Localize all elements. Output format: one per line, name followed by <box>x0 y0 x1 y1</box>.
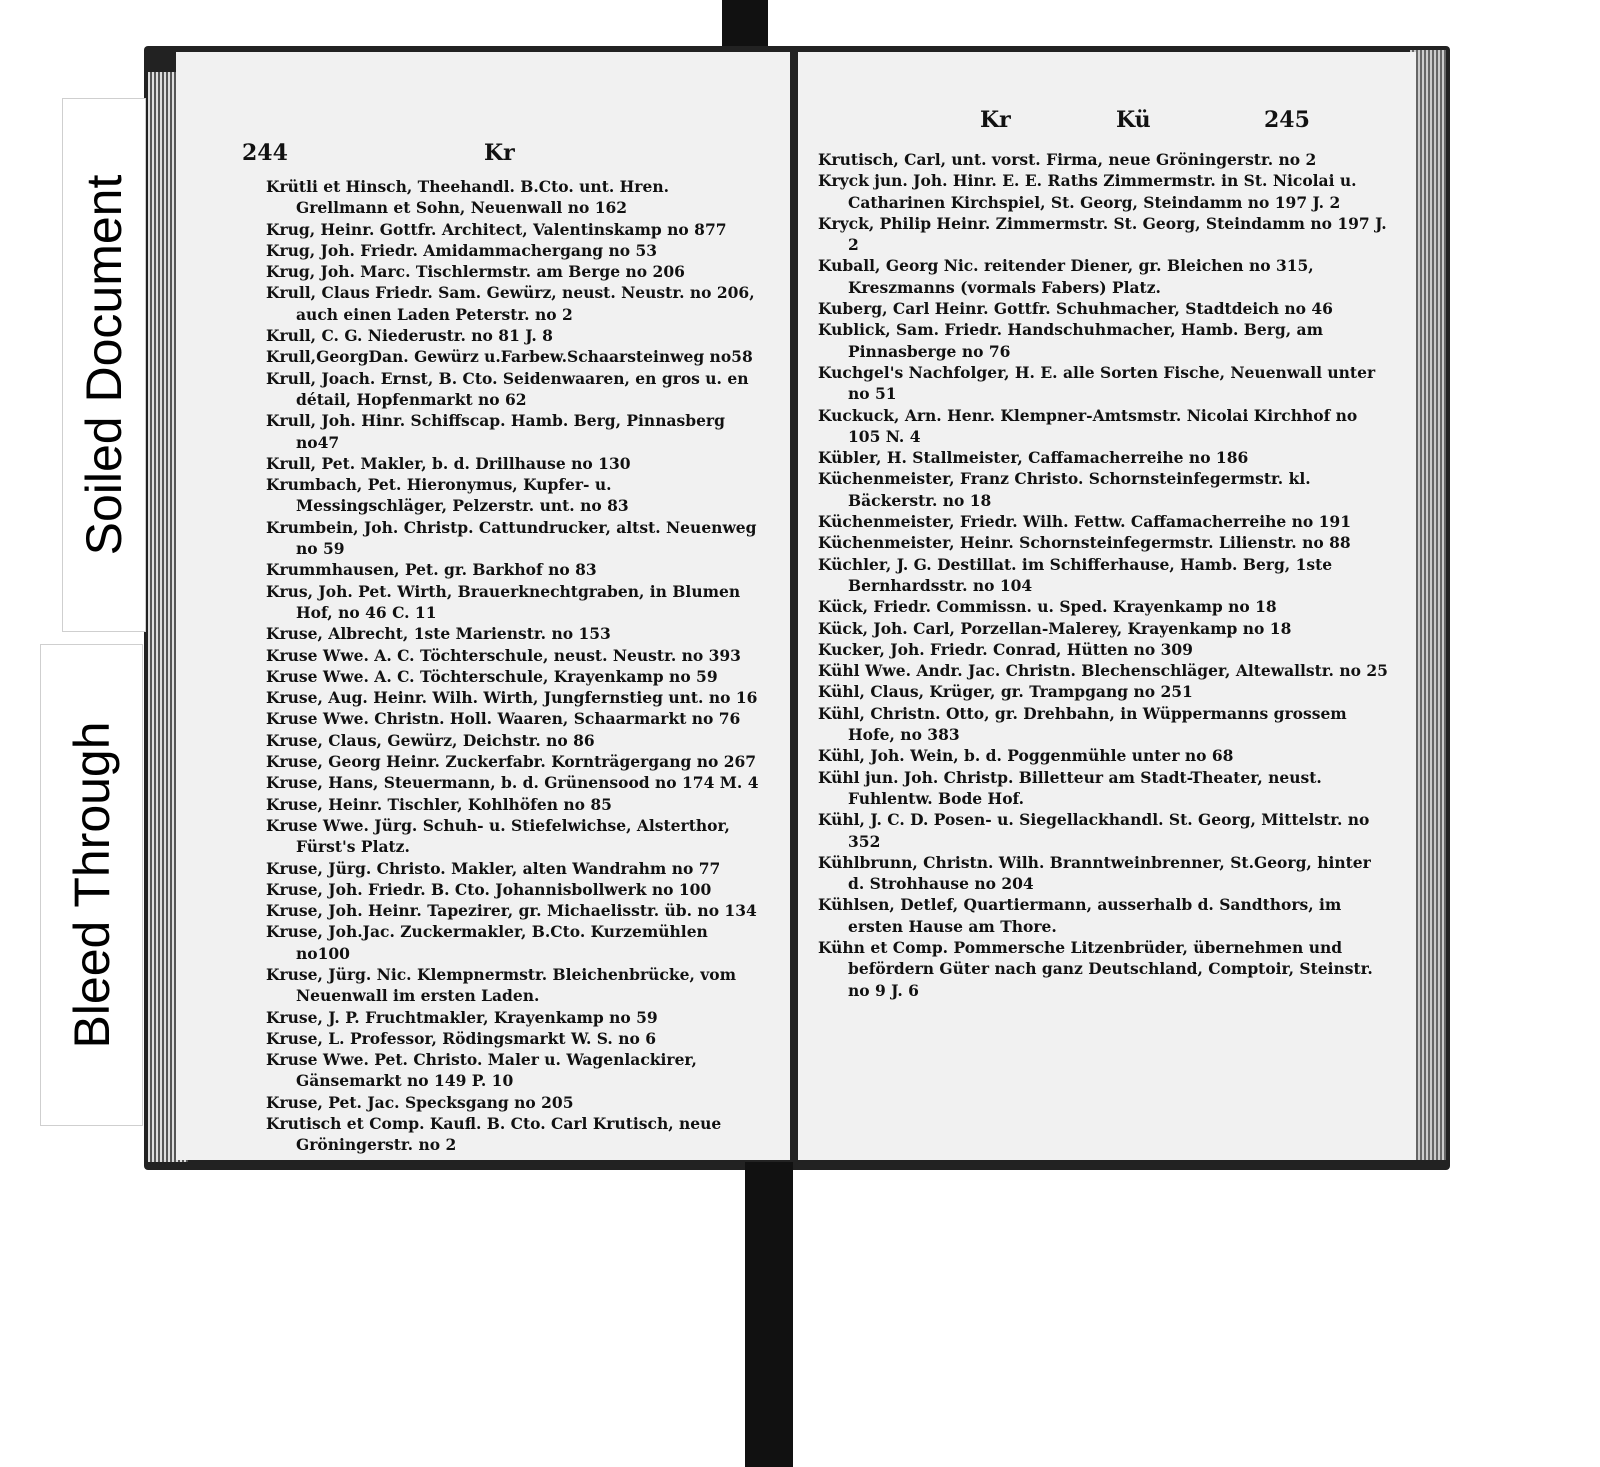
directory-entry: Kryck jun. Joh. Hinr. E. E. Raths Zimmermstr. in St. Nicolai u. Catharinen Kirchspiel, St. Georg, Steindamm no 197 J. 2 <box>818 171 1357 212</box>
directory-entry: Kühl, Christn. Otto, gr. Drehbahn, in Wüppermanns grossem Hofe, no 383 <box>818 703 1347 745</box>
soiled-document-label-text: Soiled Document <box>76 174 132 556</box>
directory-entry: Küchenmeister, Franz Christo. Schornsteinfegermstr. kl. Bäckerstr. no 18 <box>818 469 1311 510</box>
directory-entry: Krug, Joh. Friedr. Amidammachergang no 53 <box>266 240 658 260</box>
directory-entry: Kruse, Hans, Steuermann, b. d. Grünensood no 174 M. 4 <box>266 773 759 793</box>
directory-entry: Kühl, Claus, Krüger, gr. Trampgang no 251 <box>818 682 1193 702</box>
directory-entry: Küchenmeister, Friedr. Wilh. Fettw. Caffamacherreihe no 191 <box>818 512 1352 532</box>
directory-entry: Kruse, Jürg. Christo. Makler, alten Wandrahm no 77 <box>266 858 721 878</box>
directory-entry: Kruse Wwe. Pet. Christo. Maler u. Wagenlackirer, Gänsemarkt no 149 P. 10 <box>266 1050 697 1091</box>
directory-entry: Krumbach, Pet. Hieronymus, Kupfer- u. Messingschläger, Pelzerstr. unt. no 83 <box>266 475 629 516</box>
directory-entry: Kruse, Claus, Gewürz, Deichstr. no 86 <box>266 730 595 750</box>
directory-entry: Kühl, J. C. D. Posen- u. Siegellackhandl. St. Georg, Mittelstr. no 352 <box>818 810 1370 851</box>
directory-entry: Kruse, Pet. Jac. Specksgang no 205 <box>266 1092 574 1112</box>
page-number-right: 245 <box>1264 107 1310 133</box>
directory-entry: Kübler, H. Stallmeister, Caffamacherreihe no 186 <box>818 448 1249 468</box>
directory-entry: Krumbein, Joh. Christp. Cattundrucker, altst. Neuenweg no 59 <box>266 517 757 559</box>
right-entry-list <box>818 149 1388 1001</box>
bleed-through-label <box>40 644 143 1126</box>
directory-entry: Kruse, Joh.Jac. Zuckermakler, B.Cto. Kurzemühlen no100 <box>266 922 708 963</box>
directory-entry: Kühlsen, Detlef, Quartiermann, ausserhalb d. Sandthors, im ersten Hause am Thore. <box>818 895 1342 936</box>
directory-entry: Kruse Wwe. Jürg. Schuh- u. Stiefelwichse, Alsterthor, Fürst's Platz. <box>266 815 730 857</box>
right-page-heading-ku: Kü <box>1116 107 1151 133</box>
directory-entry: Kuberg, Carl Heinr. Gottfr. Schuhmacher, Stadtdeich no 46 <box>818 299 1333 319</box>
directory-entry: Krummhausen, Pet. gr. Barkhof no 83 <box>266 560 597 580</box>
directory-entry: Kruse Wwe. A. C. Töchterschule, neust. Neustr. no 393 <box>266 645 741 665</box>
directory-entry: Kruse, Joh. Friedr. B. Cto. Johannisbollwerk no 100 <box>266 879 712 899</box>
directory-entry: Kruse, Georg Heinr. Zuckerfabr. Kornträgergang no 267 <box>266 752 757 772</box>
bookmark-ribbon-bottom <box>745 1162 793 1467</box>
directory-entry: Kück, Friedr. Commissn. u. Sped. Krayenkamp no 18 <box>818 597 1277 617</box>
directory-entry: Kruse Wwe. Christn. Holl. Waaren, Schaarmarkt no 76 <box>266 709 741 729</box>
page-number-left: 244 <box>242 140 288 166</box>
directory-entry: Kühl jun. Joh. Christp. Billetteur am Stadt-Theater, neust. Fuhlentw. Bode Hof. <box>818 767 1322 808</box>
directory-entry: Krull, Joh. Hinr. Schiffscap. Hamb. Berg, Pinnasberg no47 <box>266 411 725 452</box>
right-page <box>798 52 1416 1160</box>
directory-entry: Kruse, Jürg. Nic. Klempnermstr. Bleichenbrücke, vom Neuenwall im ersten Laden. <box>266 964 736 1006</box>
left-page-header <box>242 140 766 176</box>
directory-entry: Kück, Joh. Carl, Porzellan-Malerey, Krayenkamp no 18 <box>818 618 1292 638</box>
directory-entry: Kruse, Joh. Heinr. Tapezirer, gr. Michaelisstr. üb. no 134 <box>266 901 757 921</box>
directory-entry: Kruse, Albrecht, 1ste Marienstr. no 153 <box>266 624 611 644</box>
directory-entry: Kühlbrunn, Christn. Wilh. Branntweinbrenner, St.Georg, hinter d. Strohhause no 204 <box>818 852 1371 894</box>
directory-entry: Krug, Joh. Marc. Tischlermstr. am Berge no 206 <box>266 262 685 282</box>
directory-entry: Kublick, Sam. Friedr. Handschuhmacher, Hamb. Berg, am Pinnasberge no 76 <box>818 320 1323 361</box>
directory-entry: Krutisch, Carl, unt. vorst. Firma, neue Gröningerstr. no 2 <box>818 150 1317 169</box>
directory-entry: Kuckuck, Arn. Henr. Klempner-Amtsmstr. Nicolai Kirchhof no 105 N. 4 <box>818 405 1358 446</box>
directory-entry: Krug, Heinr. Gottfr. Architect, Valentinskamp no 877 <box>266 219 727 239</box>
bleed-through-label-text: Bleed Through <box>63 721 120 1049</box>
directory-entry: Kruse, Heinr. Tischler, Kohlhöfen no 85 <box>266 794 612 814</box>
right-page-heading-kr: Kr <box>980 107 1011 133</box>
directory-entry: Krull, C. G. Niederustr. no 81 J. 8 <box>266 326 553 346</box>
directory-entry: Kühl, Joh. Wein, b. d. Poggenmühle unter no 68 <box>818 746 1234 766</box>
directory-entry: Kühn et Comp. Pommersche Litzenbrüder, übernehmen und befördern Güter nach ganz Deutschland, Comptoir, Steinstr. no 9 J. 6 <box>818 937 1373 1000</box>
soiled-document-label <box>62 98 146 632</box>
directory-entry: Kryck, Philip Heinr. Zimmermstr. St. Georg, Steindamm no 197 J. 2 <box>818 213 1387 255</box>
directory-entry: Küchenmeister, Heinr. Schornsteinfegermstr. Lilienstr. no 88 <box>818 533 1351 553</box>
directory-entry: Kruse Wwe. A. C. Töchterschule, Krayenkamp no 59 <box>266 666 718 686</box>
left-page-heading: Kr <box>484 140 515 166</box>
directory-entry: Kruse, Aug. Heinr. Wilh. Wirth, Jungfernstieg unt. no 16 <box>266 688 758 708</box>
directory-entry: Krutisch et Comp. Kaufl. B. Cto. Carl Krutisch, neue Gröningerstr. no 2 <box>266 1114 722 1155</box>
directory-entry: Kruse, J. P. Fruchtmakler, Krayenkamp no 59 <box>266 1007 658 1027</box>
directory-entry: Kuball, Georg Nic. reitender Diener, gr. Bleichen no 315, Kreszmanns (vormals Fabers) Platz. <box>818 256 1314 297</box>
left-page <box>176 52 790 1160</box>
directory-entry: Kruse, L. Professor, Rödingsmarkt W. S. no 6 <box>266 1028 656 1048</box>
directory-entry: Krull, Claus Friedr. Sam. Gewürz, neust. Neustr. no 206, auch einen Laden Peterstr. no 2 <box>266 283 755 324</box>
directory-entry: Küchler, J. G. Destillat. im Schifferhause, Hamb. Berg, 1ste Bernhardsstr. no 104 <box>818 554 1333 595</box>
directory-entry: Krull, Pet. Makler, b. d. Drillhause no 130 <box>266 453 631 473</box>
directory-entry: Krus, Joh. Pet. Wirth, Brauerknechtgraben, in Blumen Hof, no 46 C. 11 <box>266 581 741 622</box>
directory-entry: Krull, Joach. Ernst, B. Cto. Seidenwaaren, en gros u. en détail, Hopfenmarkt no 62 <box>266 368 749 409</box>
left-entry-list <box>266 176 766 1156</box>
directory-entry: Kühl Wwe. Andr. Jac. Christn. Blechenschläger, Altewallstr. no 25 <box>818 661 1388 681</box>
directory-entry: Kuchgel's Nachfolger, H. E. alle Sorten Fische, Neuenwall unter no 51 <box>818 362 1376 404</box>
directory-entry: Krull,GeorgDan. Gewürz u.Farbew.Schaarsteinweg no58 <box>266 347 753 367</box>
right-page-header <box>818 107 1388 143</box>
directory-entry: Kucker, Joh. Friedr. Conrad, Hütten no 309 <box>818 639 1193 659</box>
directory-entry: Krütli et Hinsch, Theehandl. B.Cto. unt. Hren. Grellmann et Sohn, Neuenwall no 162 <box>266 177 669 218</box>
